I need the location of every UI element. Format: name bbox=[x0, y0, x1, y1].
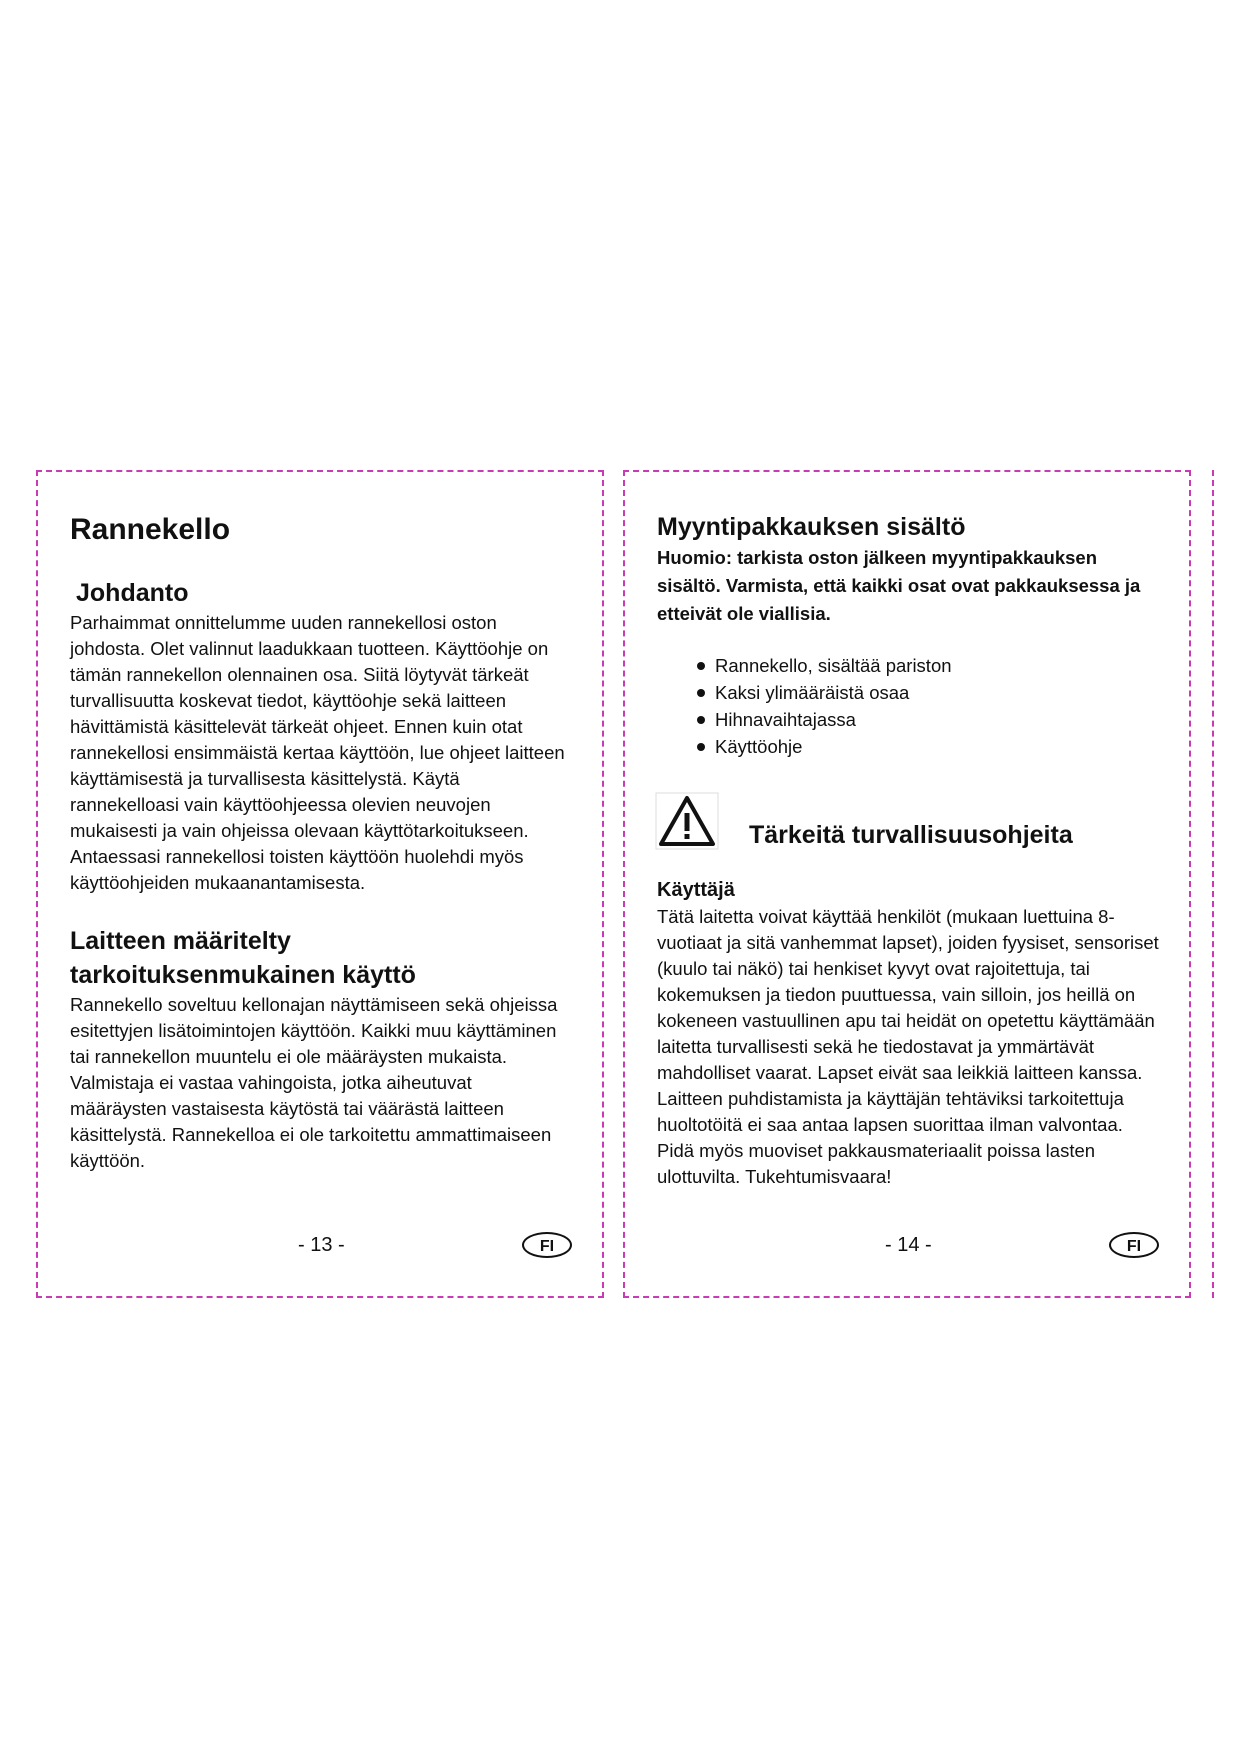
use-text-block bbox=[70, 992, 572, 1174]
contents-heading-block bbox=[657, 510, 1159, 544]
package-contents-note: Huomio: tarkista oston jälkeen myyntipakkauksen sisältö. Varmista, että kaikki osat ovat pakkauksessa ja etteivät ole viallisia. bbox=[657, 547, 1141, 624]
list-item: Kaksi ylimääräistä osaa bbox=[681, 679, 1159, 706]
intended-use-heading-line1: Laitteen määritelty bbox=[70, 927, 291, 955]
language-badge: FI bbox=[522, 1232, 572, 1258]
page-number: - 13 - bbox=[298, 1234, 345, 1256]
safety-heading-block bbox=[749, 818, 1159, 852]
page-title-block bbox=[70, 512, 572, 548]
intended-use-paragraph: Rannekello soveltuu kellonajan näyttämiseen sekä ohjeissa esitettyjen lisätoimintojen käyttöön. Kaikki muu käyttäminen tai rannekellon muuntelu ei ole määräysten mukaista. Valmistaja ei vastaa vahingoista, jotka aiheutuvat määräysten vastaisesta käytöstä tai väärästä laitteen käsittelystä. Rannekelloa ei ole tarkoitettu ammattimaiseen käyttöön. bbox=[70, 994, 558, 1171]
user-paragraph: Tätä laitetta voivat käyttää henkilöt (mukaan luettuina 8-vuotiaat ja sitä vanhemmat lapset), joiden fyysiset, sensoriset (kuulo tai näkö) tai henkiset kyvyt ovat rajoitettuja, tai kokemuksen ja tiedon puuttuessa, vain silloin, jos heillä on kokeneen vastuullinen apu tai heidät on opetettu käyttämään laitetta turvallisesti sekä he tiedostavat ja ymmärtävät mahdolliset vaarat. Lapset eivät saa leikkiä laitteen kanssa. Laitteen puhdistamista ja käyttäjän tehtäviksi tarkoitettuja huoltotöitä ei saa antaa lapsen suorittaa ilman valvontaa. Pidä myös muoviset pakkausmateriaalit poissa lasten ulottuvilta. Tukehtumisvaara! bbox=[657, 906, 1159, 1187]
package-contents-heading: Myyntipakkauksen sisältö bbox=[657, 513, 966, 541]
package-contents-list bbox=[681, 652, 1159, 760]
user-heading: Käyttäjä bbox=[657, 879, 735, 901]
contents-note-block bbox=[657, 544, 1159, 628]
intro-heading-block bbox=[76, 576, 572, 610]
user-text-block bbox=[657, 904, 1159, 1190]
intro-paragraph: Parhaimmat onnittelumme uuden rannekellosi oston johdosta. Olet valinnut laadukkaan tuotteen. Käyttöohje on tämän rannekellon olennainen osa. Siitä löytyvät tärkeät turvallisuutta koskevat tiedot, käyttöohje sekä laitteen hävittämistä käsittelevät tärkeät ohjeet. Ennen kuin otat rannekellosi ensimmäistä kertaa käyttöön, lue ohjeet laitteen käyttämisestä ja turvallisesta käsittelystä. Käytä rannekelloasi vain käyttöohjeessa olevien neuvojen mukaisesti ja vain ohjeissa olevaan käyttötarkoitukseen. Antaessasi rannekellosi toisten käyttöön huolehdi myös käyttöohjeiden mukaanantamisesta. bbox=[70, 612, 565, 893]
contents-list-block bbox=[681, 652, 1159, 760]
user-heading-block bbox=[657, 876, 1159, 904]
intended-use-heading-line2: tarkoituksenmukainen käyttö bbox=[70, 961, 416, 989]
safety-heading: Tärkeitä turvallisuusohjeita bbox=[749, 821, 1073, 849]
manual-page-left bbox=[36, 470, 604, 1298]
intro-text-block bbox=[70, 610, 572, 896]
page-number: - 14 - bbox=[885, 1234, 932, 1256]
intro-heading: Johdanto bbox=[76, 579, 189, 607]
manual-page-right bbox=[623, 470, 1191, 1298]
list-item: Hihnavaihtajassa bbox=[681, 706, 1159, 733]
use-heading-block bbox=[70, 924, 572, 992]
next-page-edge bbox=[1212, 470, 1214, 1298]
list-item: Rannekello, sisältää pariston bbox=[681, 652, 1159, 679]
language-badge: FI bbox=[1109, 1232, 1159, 1258]
page-title: Rannekello bbox=[70, 513, 231, 546]
warning-triangle-icon bbox=[655, 792, 719, 850]
list-item: Käyttöohje bbox=[681, 733, 1159, 760]
